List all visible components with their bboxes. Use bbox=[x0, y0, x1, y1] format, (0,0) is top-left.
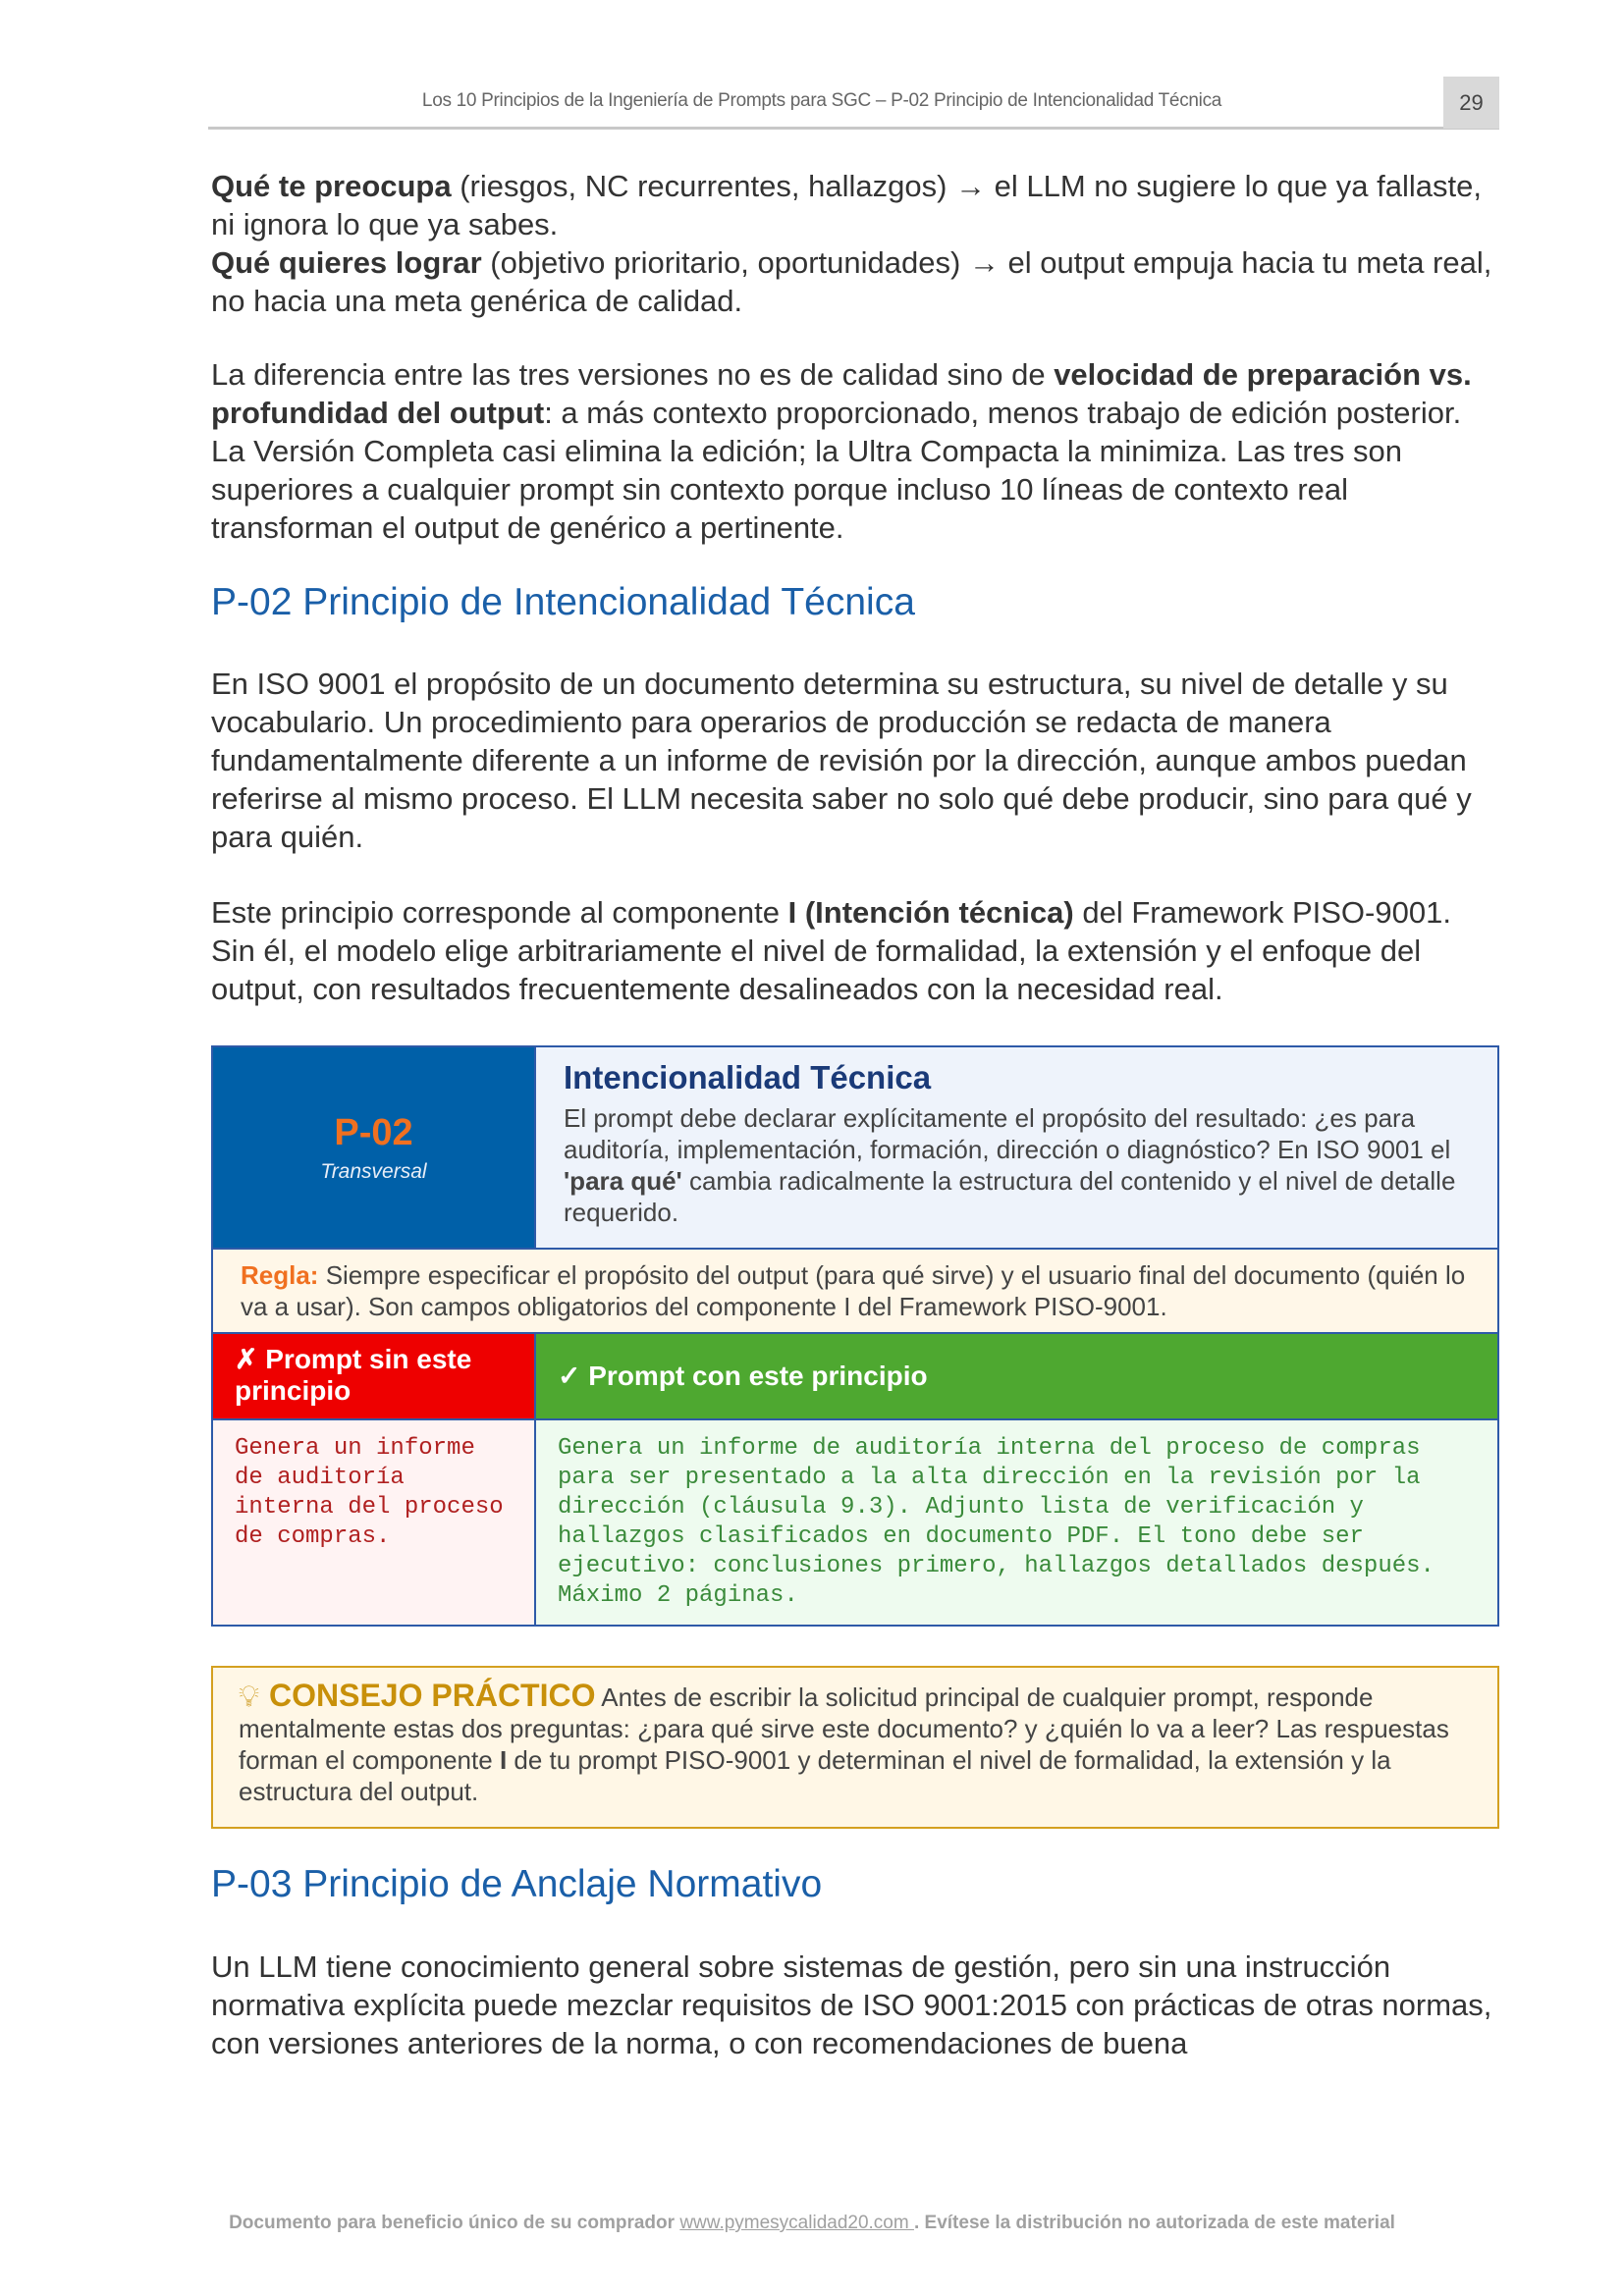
footer bbox=[0, 2213, 1624, 2234]
p02-paragraph-1: En ISO 9001 el propósito de un documento determina su estructura, su nivel de detalle y su vocabulario. Un procedimiento para operarios de producción se redacta de manera fundamentalmente diferente a un informe de revisión por la dirección, aunque ambos puedan referirse al mismo proceso. El LLM necesita saber no solo qué debe producir, sino para qué y para quién. bbox=[211, 667, 1472, 854]
text: El prompt debe declarar explícitamente el propósito del resultado: ¿es para auditoría, implementación, formación, dirección o diagnóstico? En ISO 9001 el bbox=[564, 1103, 1451, 1164]
principle-title: Intencionalidad Técnica bbox=[564, 1059, 932, 1095]
text: cambia radicalmente la estructura del contenido y el nivel de detalle requerido. bbox=[564, 1166, 1456, 1227]
running-header: Los 10 Principios de la Ingeniería de Prompts para SGC – P-02 Principio de Intencionalidad Técnica bbox=[421, 90, 1222, 111]
section-heading-p02: P-02 Principio de Intencionalidad Técnica bbox=[211, 581, 915, 623]
intro-list bbox=[211, 167, 1502, 320]
tip-title: CONSEJO PRÁCTICO bbox=[269, 1678, 596, 1713]
principle-summary bbox=[534, 1047, 1497, 1248]
footer-text: Documento para beneficio único de su comprador bbox=[229, 2213, 680, 2233]
good-prompt-header: ✓ Prompt con este principio bbox=[534, 1334, 1497, 1418]
tip-text-end: de tu prompt PISO-9001 y determinan el nivel de formalidad, la extensión y la estructura del output. bbox=[239, 1745, 1391, 1806]
footer-text-end: . Evítese la distribución no autorizada de este material bbox=[913, 2213, 1395, 2233]
footer-link[interactable]: www.pymesycalidad20.com bbox=[679, 2213, 914, 2233]
intro-item-2-label: Qué quieres lograr bbox=[211, 245, 482, 280]
bad-prompt-header: ✗ Prompt sin este principio bbox=[213, 1334, 534, 1418]
bold-text: 'para qué' bbox=[564, 1166, 682, 1196]
intro-item-1-label: Qué te preocupa bbox=[211, 169, 452, 203]
principle-category: Transversal bbox=[320, 1160, 427, 1183]
text: : a más contexto proporcionado, menos trabajo de edición posterior. La Versión Completa casi elimina la edición; la Ultra Compacta la minimiza. Las tres son superiores a cualquier prompt sin contexto porque incluso 10 líneas de contexto real transforman el output de genérico a pertinente. bbox=[211, 396, 1462, 545]
tip-bold: I bbox=[499, 1745, 508, 1775]
principle-rule bbox=[213, 1248, 1497, 1334]
principle-card bbox=[211, 1045, 1499, 1627]
bold-text: I (Intención técnica) bbox=[787, 895, 1074, 930]
text: del Framework PISO-9001. Sin él, el modelo elige arbitrariamente el nivel de formalidad, la extensión y el enfoque del output, con resultados frecuentemente desalineados con la necesidad real. bbox=[211, 895, 1451, 1006]
practical-tip-box bbox=[211, 1666, 1499, 1829]
bold-text: velocidad de preparación vs. profundidad del output bbox=[211, 357, 1472, 430]
rule-text: Siempre especificar el propósito del output (para qué sirve) y el usuario final del documento (quién lo va a usar). Son campos obligatorios del componente I del Framework PISO-9001. bbox=[241, 1260, 1466, 1321]
intro-item-2 bbox=[211, 243, 1502, 320]
p03-paragraph-1: Un LLM tiene conocimiento general sobre sistemas de gestión, pero sin una instrucción normativa explícita puede mezclar requisitos de ISO 9001:2015 con prácticas de otras normas, con versiones anteriores de la norma, o con recomendaciones de buena bbox=[211, 1949, 1492, 2060]
rule-label: Regla: bbox=[241, 1260, 319, 1290]
lightbulb-icon: 💡︎ bbox=[239, 1681, 259, 1713]
principle-badge bbox=[213, 1047, 534, 1248]
text: Este principio corresponde al componente bbox=[211, 895, 788, 930]
text: La diferencia entre las tres versiones no es de calidad sino de bbox=[211, 357, 1055, 392]
header-rule bbox=[208, 127, 1499, 130]
principle-description bbox=[564, 1102, 1470, 1228]
section-heading-p03: P-03 Principio de Anclaje Normativo bbox=[211, 1863, 823, 1905]
intro-item-1-text: (riesgos, NC recurrentes, hallazgos) → el LLM no sugiere lo que ya fallaste, ni ignora lo que ya sabes. bbox=[211, 169, 1482, 241]
bad-prompt-example: Genera un informe de auditoría interna del proceso de compras. bbox=[213, 1418, 534, 1625]
intro-item-2-text: (objetivo prioritario, oportunidades) → el output empuja hacia tu meta real, no hacia una meta genérica de calidad. bbox=[211, 245, 1492, 318]
intro-paragraph bbox=[211, 355, 1502, 547]
p02-paragraph-2 bbox=[211, 893, 1502, 1008]
principle-code: P-02 bbox=[334, 1112, 413, 1153]
tip-text: Antes de escribir la solicitud principal de cualquier prompt, responde mentalmente estas dos preguntas: ¿para qué sirve este documento? y ¿quién lo va a leer? Las respuestas forman el componente bbox=[239, 1682, 1449, 1775]
page-number: 29 bbox=[1443, 77, 1499, 129]
good-prompt-example: Genera un informe de auditoría interna del proceso de compras para ser presentado a la alta dirección en la revisión por la dirección (cláusula 9.3). Adjunto lista de verificación y hallazgos clasificados en documento PDF. El tono debe ser ejecutivo: conclusiones primero, hallazgos detallados después. Máximo 2 páginas. bbox=[534, 1418, 1497, 1625]
intro-item-1 bbox=[211, 167, 1502, 243]
